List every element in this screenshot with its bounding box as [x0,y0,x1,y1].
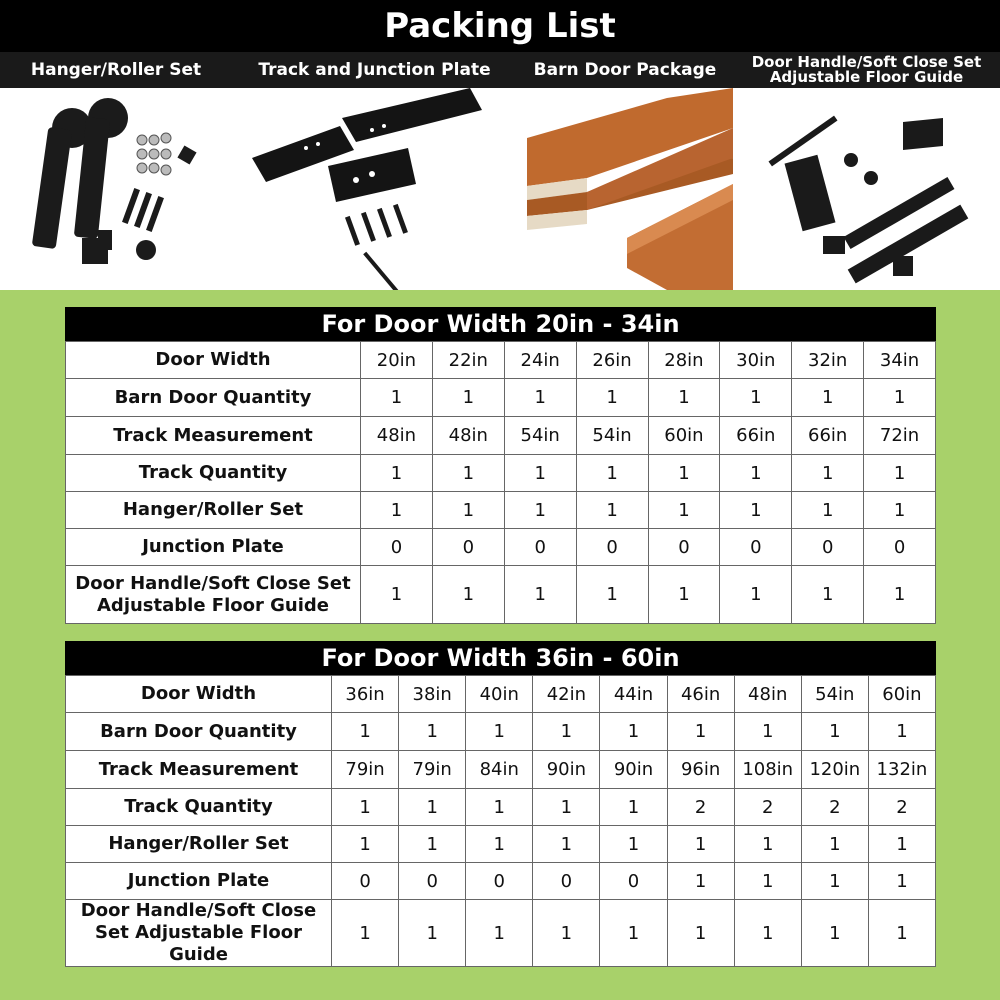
table-cell: 1 [533,713,600,751]
row-label: Barn Door Quantity [66,713,332,751]
table-cell: 1 [399,826,466,863]
table-cell: 1 [361,379,433,417]
table-row [66,863,936,900]
barn-door-package-photo [517,88,733,290]
table-cell: 1 [868,863,935,900]
table-cell: 1 [432,566,504,624]
table-cell: 0 [648,529,720,566]
table-row [66,566,936,624]
table-cell: 54in [801,676,868,713]
table-heading: For Door Width 36in - 60in [65,641,936,675]
table-cell: 1 [332,826,399,863]
table-row [66,713,936,751]
table-cell: 28in [648,342,720,379]
table-cell: 1 [533,900,600,967]
track-junction-plate-photo [232,88,517,290]
table-cell: 1 [504,492,576,529]
table-row [66,342,936,379]
row-label: Hanger/Roller Set [66,826,332,863]
table-cell: 0 [864,529,936,566]
table-cell: 1 [432,455,504,492]
table-row [66,751,936,789]
table-cell: 1 [576,455,648,492]
table-cell: 26in [576,342,648,379]
table-cell: 1 [734,900,801,967]
table-cell: 1 [600,900,667,967]
table-cell: 1 [667,713,734,751]
row-label: Junction Plate [66,863,332,900]
table-cell: 1 [466,900,533,967]
table-row [66,900,936,967]
table-cell: 1 [667,826,734,863]
table-cell: 1 [399,789,466,826]
table-cell: 0 [600,863,667,900]
table-row [66,676,936,713]
table-cell: 1 [533,789,600,826]
table-cell: 0 [466,863,533,900]
table-cell: 0 [504,529,576,566]
table-cell: 48in [361,417,433,455]
table-cell: 0 [361,529,433,566]
table-row [66,529,936,566]
table-cell: 1 [361,566,433,624]
row-label: Track Quantity [66,455,361,492]
table-cell: 1 [734,713,801,751]
caption-hanger-roller: Hanger/Roller Set [0,52,232,88]
table-cell: 0 [432,529,504,566]
caption-track-junction: Track and Junction Plate [232,52,517,88]
table-cell: 1 [667,900,734,967]
table-cell: 1 [399,900,466,967]
table-cell: 42in [533,676,600,713]
table-cell: 1 [720,566,792,624]
page-title: Packing List [0,0,1000,52]
table-cell: 0 [332,863,399,900]
table-cell: 1 [720,492,792,529]
table-cell: 1 [600,789,667,826]
row-label: Door Handle/Soft Close Set Adjustable Floor Guide [66,900,332,967]
table-cell: 20in [361,342,433,379]
table-cell: 79in [399,751,466,789]
table-row [66,492,936,529]
table-cell: 66in [720,417,792,455]
table-cell: 1 [648,492,720,529]
table-row [66,417,936,455]
table-cell: 2 [801,789,868,826]
table-heading: For Door Width 20in - 34in [65,307,936,341]
table-cell: 1 [864,492,936,529]
table-cell: 1 [332,900,399,967]
table-cell: 54in [576,417,648,455]
table-cell: 72in [864,417,936,455]
row-label: Door Handle/Soft Close Set Adjustable Floor Guide [66,566,361,624]
table-cell: 1 [792,566,864,624]
row-label: Barn Door Quantity [66,379,361,417]
table-cell: 120in [801,751,868,789]
table-cell: 1 [868,900,935,967]
table-door-width-36-60 [65,641,936,967]
table-cell: 1 [864,379,936,417]
table-cell: 1 [399,713,466,751]
table-cell: 1 [868,826,935,863]
table-cell: 36in [332,676,399,713]
table-cell: 1 [720,455,792,492]
table-cell: 1 [720,379,792,417]
table-cell: 1 [801,900,868,967]
table-cell: 1 [648,455,720,492]
door-handle-soft-close-photo [733,88,1000,290]
table-cell: 54in [504,417,576,455]
table-cell: 1 [576,379,648,417]
table-cell: 38in [399,676,466,713]
table-cell: 1 [466,789,533,826]
table-cell: 1 [432,492,504,529]
table-cell: 1 [801,713,868,751]
table-cell: 1 [864,566,936,624]
table-cell: 66in [792,417,864,455]
table-cell: 1 [504,455,576,492]
table-cell: 90in [600,751,667,789]
table-door-width-20-34 [65,307,936,624]
table-row [66,789,936,826]
product-photo-band [0,52,1000,290]
table-cell: 1 [332,789,399,826]
row-label: Hanger/Roller Set [66,492,361,529]
table-cell: 1 [466,826,533,863]
table-cell: 60in [868,676,935,713]
packing-table [65,675,936,967]
table-cell: 0 [792,529,864,566]
table-cell: 1 [792,492,864,529]
table-cell: 32in [792,342,864,379]
table-cell: 22in [432,342,504,379]
table-cell: 0 [533,863,600,900]
table-row [66,455,936,492]
table-cell: 1 [734,826,801,863]
table-cell: 132in [868,751,935,789]
table-cell: 46in [667,676,734,713]
table-cell: 48in [734,676,801,713]
table-row [66,379,936,417]
table-cell: 1 [801,863,868,900]
table-cell: 0 [720,529,792,566]
table-cell: 1 [667,863,734,900]
table-cell: 1 [504,566,576,624]
table-cell: 79in [332,751,399,789]
table-cell: 1 [864,455,936,492]
row-label: Track Measurement [66,751,332,789]
table-cell: 2 [734,789,801,826]
table-cell: 1 [466,713,533,751]
table-cell: 1 [792,379,864,417]
caption-barn-door-package: Barn Door Package [517,52,733,88]
table-cell: 2 [667,789,734,826]
table-cell: 30in [720,342,792,379]
table-cell: 1 [648,379,720,417]
table-cell: 24in [504,342,576,379]
table-cell: 1 [432,379,504,417]
caption-door-handle-set: Door Handle/Soft Close Set Adjustable Floor Guide [733,52,1000,88]
row-label: Door Width [66,342,361,379]
table-cell: 48in [432,417,504,455]
table-cell: 1 [734,863,801,900]
table-cell: 1 [576,566,648,624]
table-cell: 1 [792,455,864,492]
table-cell: 108in [734,751,801,789]
table-cell: 1 [600,826,667,863]
row-label: Track Measurement [66,417,361,455]
table-cell: 60in [648,417,720,455]
table-row [66,826,936,863]
row-label: Door Width [66,676,332,713]
table-cell: 1 [504,379,576,417]
table-cell: 44in [600,676,667,713]
table-cell: 1 [361,455,433,492]
table-cell: 1 [361,492,433,529]
row-label: Track Quantity [66,789,332,826]
table-cell: 1 [801,826,868,863]
table-cell: 84in [466,751,533,789]
table-cell: 1 [868,713,935,751]
table-cell: 0 [399,863,466,900]
table-cell: 1 [600,713,667,751]
table-cell: 1 [533,826,600,863]
hanger-roller-set-photo [0,88,232,290]
table-cell: 2 [868,789,935,826]
table-cell: 40in [466,676,533,713]
table-cell: 90in [533,751,600,789]
row-label: Junction Plate [66,529,361,566]
packing-table [65,341,936,624]
table-cell: 1 [576,492,648,529]
table-cell: 0 [576,529,648,566]
table-cell: 96in [667,751,734,789]
table-cell: 34in [864,342,936,379]
table-cell: 1 [332,713,399,751]
table-cell: 1 [648,566,720,624]
